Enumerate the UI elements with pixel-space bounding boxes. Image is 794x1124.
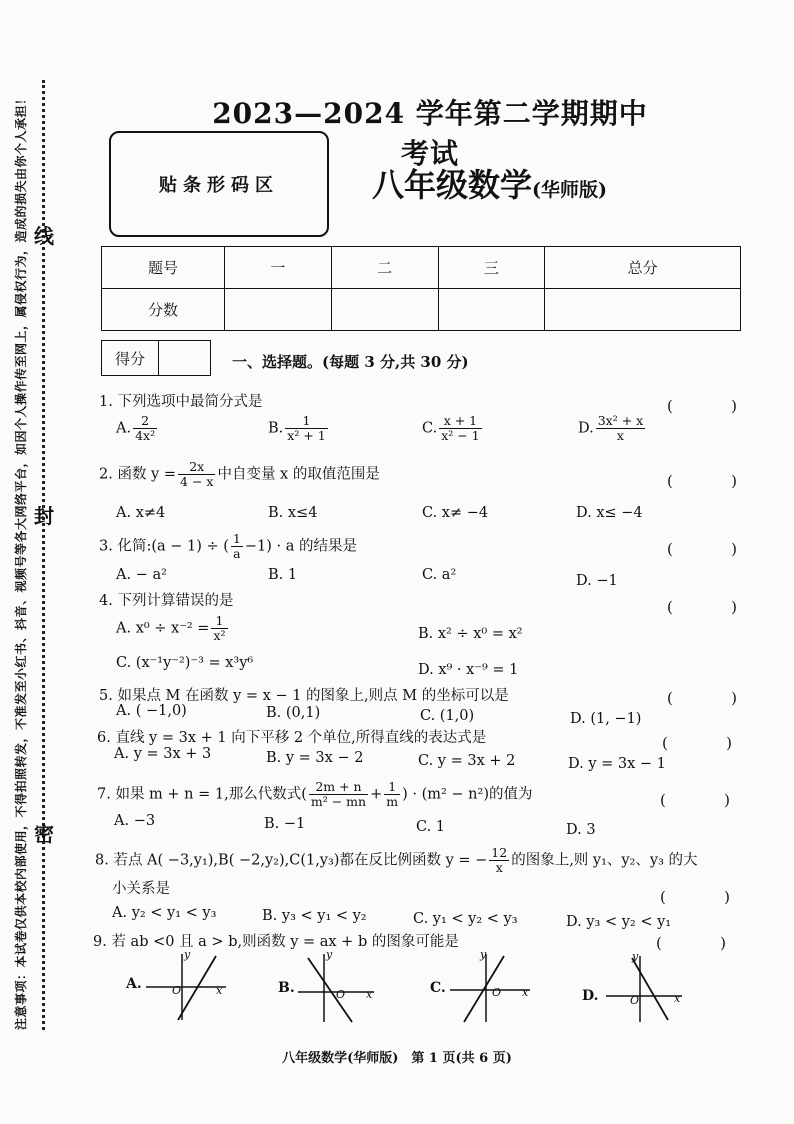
q6-answer-bracket[interactable] (662, 734, 732, 752)
score-cell[interactable] (438, 289, 545, 331)
fraction (309, 780, 368, 809)
q8-option-a: A. y₂ < y₁ < y₃ (112, 905, 217, 921)
fraction (489, 846, 509, 875)
exam-title: 2023—2024 学年第二学期期中考试 (212, 97, 648, 170)
bracket-close: ) (731, 540, 737, 558)
bracket-close: ) (724, 791, 730, 809)
graph-option-label: B. (278, 980, 295, 996)
numerator: 3x² + x (597, 413, 644, 428)
origin-label: O (336, 988, 346, 1001)
q3-stem (99, 532, 357, 561)
score-header-cell: 三 (438, 247, 545, 289)
q7-option-c: C. 1 (416, 819, 446, 835)
q1-answer-bracket[interactable] (667, 397, 737, 415)
graph-option-label: D. (582, 988, 599, 1004)
q8-stem-cont: 小关系是 (112, 881, 170, 897)
axis-x-label: x (522, 986, 529, 999)
fraction (178, 460, 215, 489)
option-label: B. (268, 420, 284, 437)
barcode-area: 贴条形码区 (109, 131, 329, 237)
q3-option-b: B. 1 (268, 567, 298, 583)
bracket-close: ) (731, 397, 737, 415)
numerator: x + 1 (439, 414, 481, 429)
q7-answer-bracket[interactable] (660, 791, 730, 809)
fraction (384, 780, 400, 809)
q7-option-b: B. −1 (264, 816, 306, 832)
section-heading: 一、选择题。(每题 3 分,共 30 分) (232, 353, 469, 371)
stem-part: ) · (m² − n²)的值为 (402, 786, 533, 803)
axis-x-label: x (216, 984, 223, 997)
bracket-open: ( (660, 791, 666, 809)
score-header-cell: 一 (225, 247, 332, 289)
q3-option-a: A. − a² (116, 567, 167, 583)
numerator: 2x (178, 460, 215, 475)
fraction (211, 614, 227, 643)
q4-option-a (116, 614, 230, 643)
q4-option-d: D. x⁹ · x⁻⁹ = 1 (418, 662, 519, 678)
q4-stem: 4. 下列计算错误的是 (99, 593, 234, 609)
q2-option-b: B. x≤4 (268, 505, 318, 521)
denominator: 4 − x (180, 474, 214, 489)
graph-line (632, 958, 668, 1020)
origin-label: O (492, 986, 502, 999)
q1-option-b (268, 414, 330, 443)
numerator: 1 (285, 414, 327, 429)
q5-option-c: C. (1,0) (420, 708, 475, 724)
stem-part: 8. 若点 A( −3,y₁),B( −2,y₂),C(1,y₃)都在反比例函数 y = − (95, 852, 488, 869)
q8-option-b: B. y₃ < y₁ < y₂ (262, 908, 367, 924)
q5-option-d: D. (1, −1) (570, 711, 642, 727)
denominator: 4x² (135, 428, 156, 443)
q1-option-a (116, 414, 159, 443)
q5-option-b: B. (0,1) (266, 705, 321, 721)
denominator: x (495, 860, 503, 875)
q6-option-b: B. y = 3x − 2 (266, 750, 364, 766)
stem-part: 的图象上,则 y₁、y₂、y₃ 的大 (511, 852, 698, 869)
numerator: 1 (232, 531, 241, 546)
q4-option-b: B. x² ÷ x⁰ = x² (418, 626, 523, 642)
section-score-box (101, 340, 211, 376)
denominator: x² (213, 628, 226, 643)
q2-option-d: D. x≤ −4 (576, 505, 643, 521)
axis-y-label: y (632, 950, 639, 963)
q7-option-d: D. 3 (566, 822, 596, 838)
denominator: x² + 1 (287, 428, 326, 443)
q2-stem (99, 460, 380, 489)
q2-option-a: A. x≠4 (116, 505, 166, 521)
score-row-label: 分数 (102, 289, 225, 331)
bracket-close: ) (726, 734, 732, 752)
graph-line (308, 958, 352, 1022)
score-table (101, 246, 741, 331)
numerator: 1 (384, 780, 400, 795)
q1-option-d (578, 414, 647, 443)
origin-label: O (172, 984, 182, 997)
numerator: 2 (133, 414, 157, 429)
stem-part: −1) · a 的结果是 (244, 538, 357, 555)
q2-answer-bracket[interactable] (667, 472, 737, 490)
q6-option-a: A. y = 3x + 3 (114, 746, 212, 762)
q8-stem (95, 846, 698, 875)
q6-option-c: C. y = 3x + 2 (418, 753, 516, 769)
origin-label: O (630, 994, 640, 1007)
q8-answer-bracket[interactable] (660, 888, 730, 906)
notice-text: 注意事项：本试卷仅供本校内部使用，不得拍照转发，不准发至小红书、抖音、视频号等各大网络平台，如因个人操作传至网上，属侵权行为，造成的损失由你个人承担！ (14, 92, 28, 1030)
q6-option-d: D. y = 3x − 1 (568, 756, 666, 772)
q8-option-d: D. y₃ < y₂ < y₁ (566, 914, 672, 930)
seal-mark-seal: 封 (34, 504, 54, 528)
axis-x-label: x (366, 988, 373, 1001)
q9-stem: 9. 若 ab <0 且 a > b,则函数 y = ax + b 的图象可能是 (93, 934, 459, 950)
q4-answer-bracket[interactable] (667, 598, 737, 616)
bracket-open: ( (660, 888, 666, 906)
bracket-open: ( (667, 598, 673, 616)
score-cell[interactable] (331, 289, 438, 331)
numerator: 12 (491, 845, 508, 860)
bracket-open: ( (667, 689, 673, 707)
q5-answer-bracket[interactable] (667, 689, 737, 707)
subject-title (372, 160, 607, 206)
graph-line (178, 956, 216, 1020)
graph-option-label: C. (430, 980, 446, 996)
numerator: 2m + n (309, 780, 368, 795)
edition: (华师版) (532, 179, 607, 201)
q5-stem: 5. 如果点 M 在函数 y = x − 1 的图象上,则点 M 的坐标可以是 (99, 688, 509, 704)
fraction (285, 414, 327, 443)
score-header-cell: 二 (331, 247, 438, 289)
q9-graph-b (278, 950, 388, 1024)
fraction (133, 414, 157, 443)
bracket-open: ( (667, 397, 673, 415)
fraction (231, 532, 243, 561)
section-score-cell[interactable] (159, 341, 210, 375)
subject-name: 八年级数学 (372, 166, 533, 204)
score-header-cell: 总分 (545, 247, 741, 289)
q8-option-c: C. y₁ < y₂ < y₃ (413, 911, 518, 927)
score-header-cell: 题号 (102, 247, 225, 289)
score-cell[interactable] (545, 289, 741, 331)
page-footer: 八年级数学(华师版) 第 1 页(共 6 页) (282, 1051, 512, 1066)
axis-y-label: y (480, 948, 487, 961)
option-label: A. (116, 420, 132, 437)
axis-x-label: x (674, 992, 681, 1005)
bracket-open: ( (667, 540, 673, 558)
numerator: 1 (211, 614, 227, 629)
q3-option-c: C. a² (422, 567, 457, 583)
graph-option-label: A. (126, 976, 142, 992)
q9-graph-a (126, 950, 236, 1024)
denominator: x² − 1 (441, 428, 480, 443)
stem-part: 中自变量 x 的取值范围是 (217, 466, 380, 483)
stem-part: 2. 函数 y = (99, 466, 177, 483)
section-score-label: 得分 (102, 341, 159, 375)
score-cell[interactable] (225, 289, 332, 331)
graph-b-svg (278, 950, 388, 1024)
q1-stem: 1. 下列选项中最简分式是 (99, 394, 263, 410)
plus-sign: + (370, 786, 383, 803)
fraction (439, 414, 481, 443)
q3-option-d: D. −1 (576, 573, 618, 589)
bracket-close: ) (731, 472, 737, 490)
denominator: m² − mn (310, 794, 367, 809)
stem-part: 7. 如果 m + n = 1,那么代数式( (97, 786, 307, 803)
bracket-close: ) (731, 598, 737, 616)
q3-answer-bracket[interactable] (667, 540, 737, 558)
seal-mark-line: 线 (34, 224, 54, 248)
q7-option-a: A. −3 (114, 813, 156, 829)
q2-option-c: C. x≠ −4 (422, 505, 489, 521)
bracket-close: ) (724, 888, 730, 906)
q9-graph-c (430, 950, 540, 1024)
axis-y-label: y (326, 948, 333, 961)
q7-stem (97, 780, 532, 809)
score-header-row (102, 247, 741, 289)
q6-stem: 6. 直线 y = 3x + 1 向下平移 2 个单位,所得直线的表达式是 (97, 730, 487, 746)
axis-y-label: y (184, 948, 191, 961)
q9-graph-d (582, 950, 692, 1024)
q5-option-a: A. ( −1,0) (116, 703, 187, 719)
denominator: a (233, 546, 241, 561)
fraction (596, 414, 645, 443)
q1-option-c (422, 414, 484, 443)
bracket-close: ) (720, 934, 726, 952)
option-label: C. (422, 420, 438, 437)
stem-part: 3. 化简:(a − 1) ÷ ( (99, 538, 229, 555)
q4-option-c: C. (x⁻¹y⁻²)⁻³ = x³y⁶ (116, 655, 254, 671)
option-label: D. (578, 420, 594, 437)
bracket-open: ( (656, 934, 662, 952)
bracket-open: ( (662, 734, 668, 752)
seal-mark-secret: 密 (34, 822, 54, 846)
stem-part: A. x⁰ ÷ x⁻² = (116, 620, 210, 637)
denominator: x (616, 428, 624, 443)
score-row (102, 289, 741, 331)
denominator: m (386, 794, 399, 809)
bracket-open: ( (667, 472, 673, 490)
bracket-close: ) (731, 689, 737, 707)
